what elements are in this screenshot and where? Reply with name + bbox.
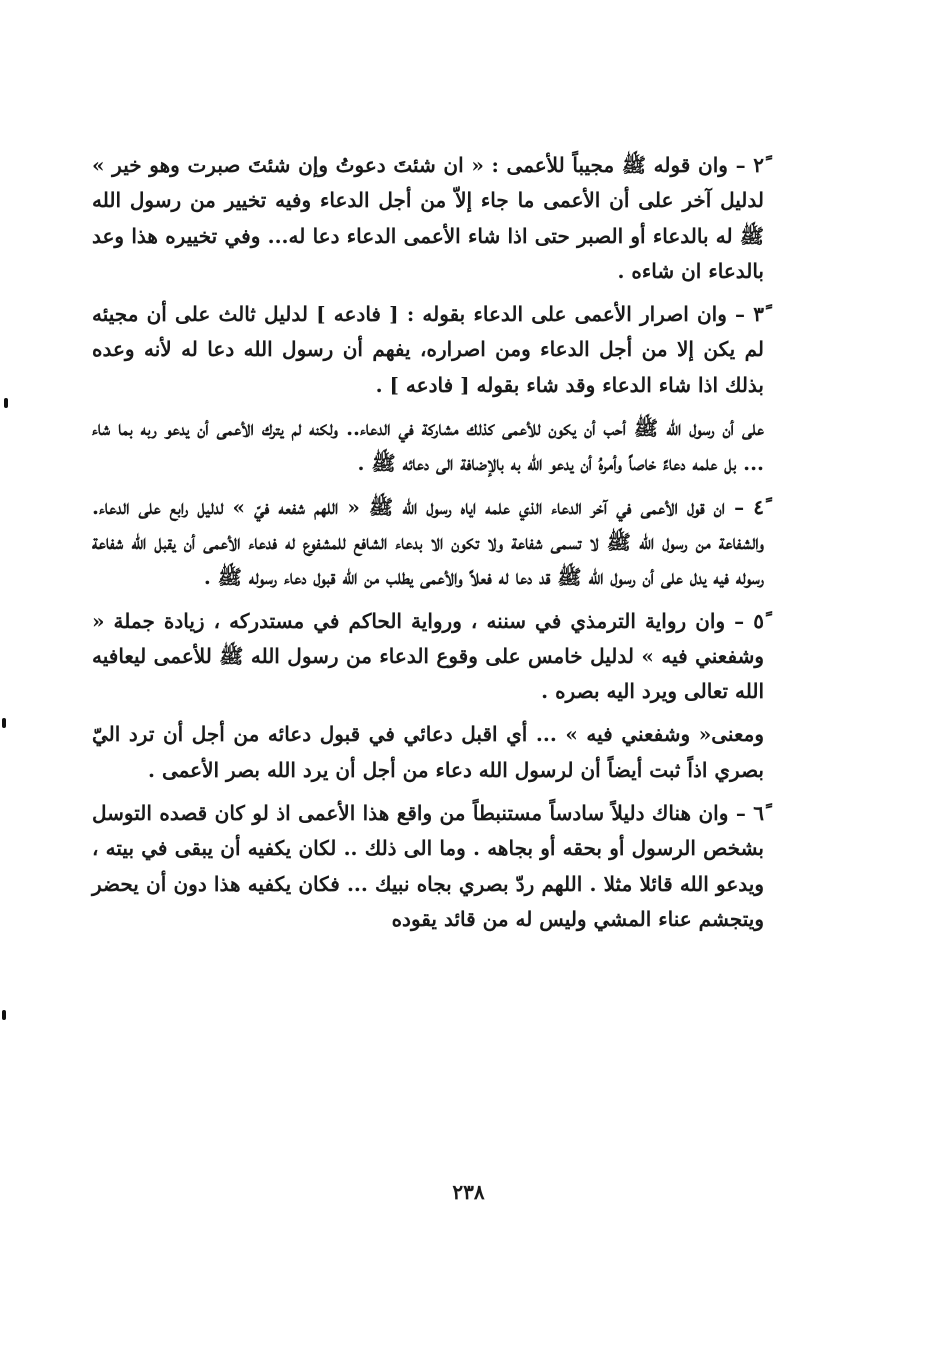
page-number: ٢٣٨ — [452, 1180, 485, 1204]
margin-mark — [2, 718, 6, 728]
paragraph-point-5-continued: ومعنى« وشفعني فيه » ... أي اقبل دعائي في قبول دعائه من أجل أن ترد اليّ بصري اذاً ثبت أيضاً أن لرسول الله دعاء من أجل أن يرد الله بصر الأعمى . — [92, 722, 764, 782]
paragraph-point-4: ٤ً – ان قول الأعمى في آخر الدعاء الذي علمه اياه رسول الله ﷺ « اللهم شفعه فيّ » لدليل رابع على الدعاء. والشفاعة من رسول الله ﷺ لا تسمى شفاعة ولا تكون الا بدعاء الشافع للمشفوع له فدعاء الأعمى أن يقبل الله شفاعة رسوله فيه يدل على أن رسول الله ﷺ قد دعا له فعلاً والأعمى يطلب من الله قبول دعاء رسوله ﷺ . — [92, 494, 764, 590]
margin-mark — [2, 1010, 6, 1020]
page-text-body — [92, 148, 764, 945]
paragraph-point-2: ٢ً – وان قوله ﷺ مجيباً للأعمى : « ان شئتَ دعوتُ وإن شئتَ صبرت وهو خير » لدليل آخر على أن الأعمى ما جاء إلاّ من أجل الدعاء وفيه تخيير من رسول الله ﷺ له بالدعاء أو الصبر حتى اذا شاء الأعمى الدعاء دعا له... وفي تخييره هذا وعد بالدعاء ان شاءه . — [92, 153, 764, 283]
paragraph-point-3-continued: على أن رسول الله ﷺ أحب أن يكون للأعمى كذلك مشاركة في الدعاء.. ولكنه لم يترك الأعمى أن يدعو ربه بما شاء ... بل علمه دعاءً خاصاً وأمرهُ أن يدعو الله به بالإضافة الى دعائه ﷺ . — [92, 416, 764, 476]
paragraph-point-6: ٦ً – وان هناك دليلاً سادساً مستنبطاً من واقع هذا الأعمى اذ لو كان قصده التوسل بشخص الرسول أو بحقه أو بجاهه . وما الى ذلك .. لكان يكفيه أن يبقى في بيته ، ويدعو الله قائلا مثلا . اللهم ردّ بصري بجاه نبيك ... فكان يكفيه هذا دون أن يحضر ويتجشم عناء المشي وليس له من قائد يقوده — [92, 801, 764, 931]
margin-mark — [4, 398, 8, 408]
paragraph-point-3: ٣ً – وان اصرار الأعمى على الدعاء بقوله : [ فادعه ] لدليل ثالث على أن مجيئه لم يكن إلا من أجل الدعاء ومن اصراره، يفهم أن رسول الله دعا له لأنه وعده بذلك اذا شاء الدعاء وقد شاء بقوله [ فادعه ] . — [92, 302, 764, 397]
paragraph-point-5: ٥ً – وان رواية الترمذي في سننه ، ورواية الحاكم في مستدركه ، زيادة جملة « وشفعني فيه » لدليل خامس على وقوع الدعاء من رسول الله ﷺ للأعمى ليعافيه الله تعالى ويرد اليه بصره . — [92, 608, 764, 704]
